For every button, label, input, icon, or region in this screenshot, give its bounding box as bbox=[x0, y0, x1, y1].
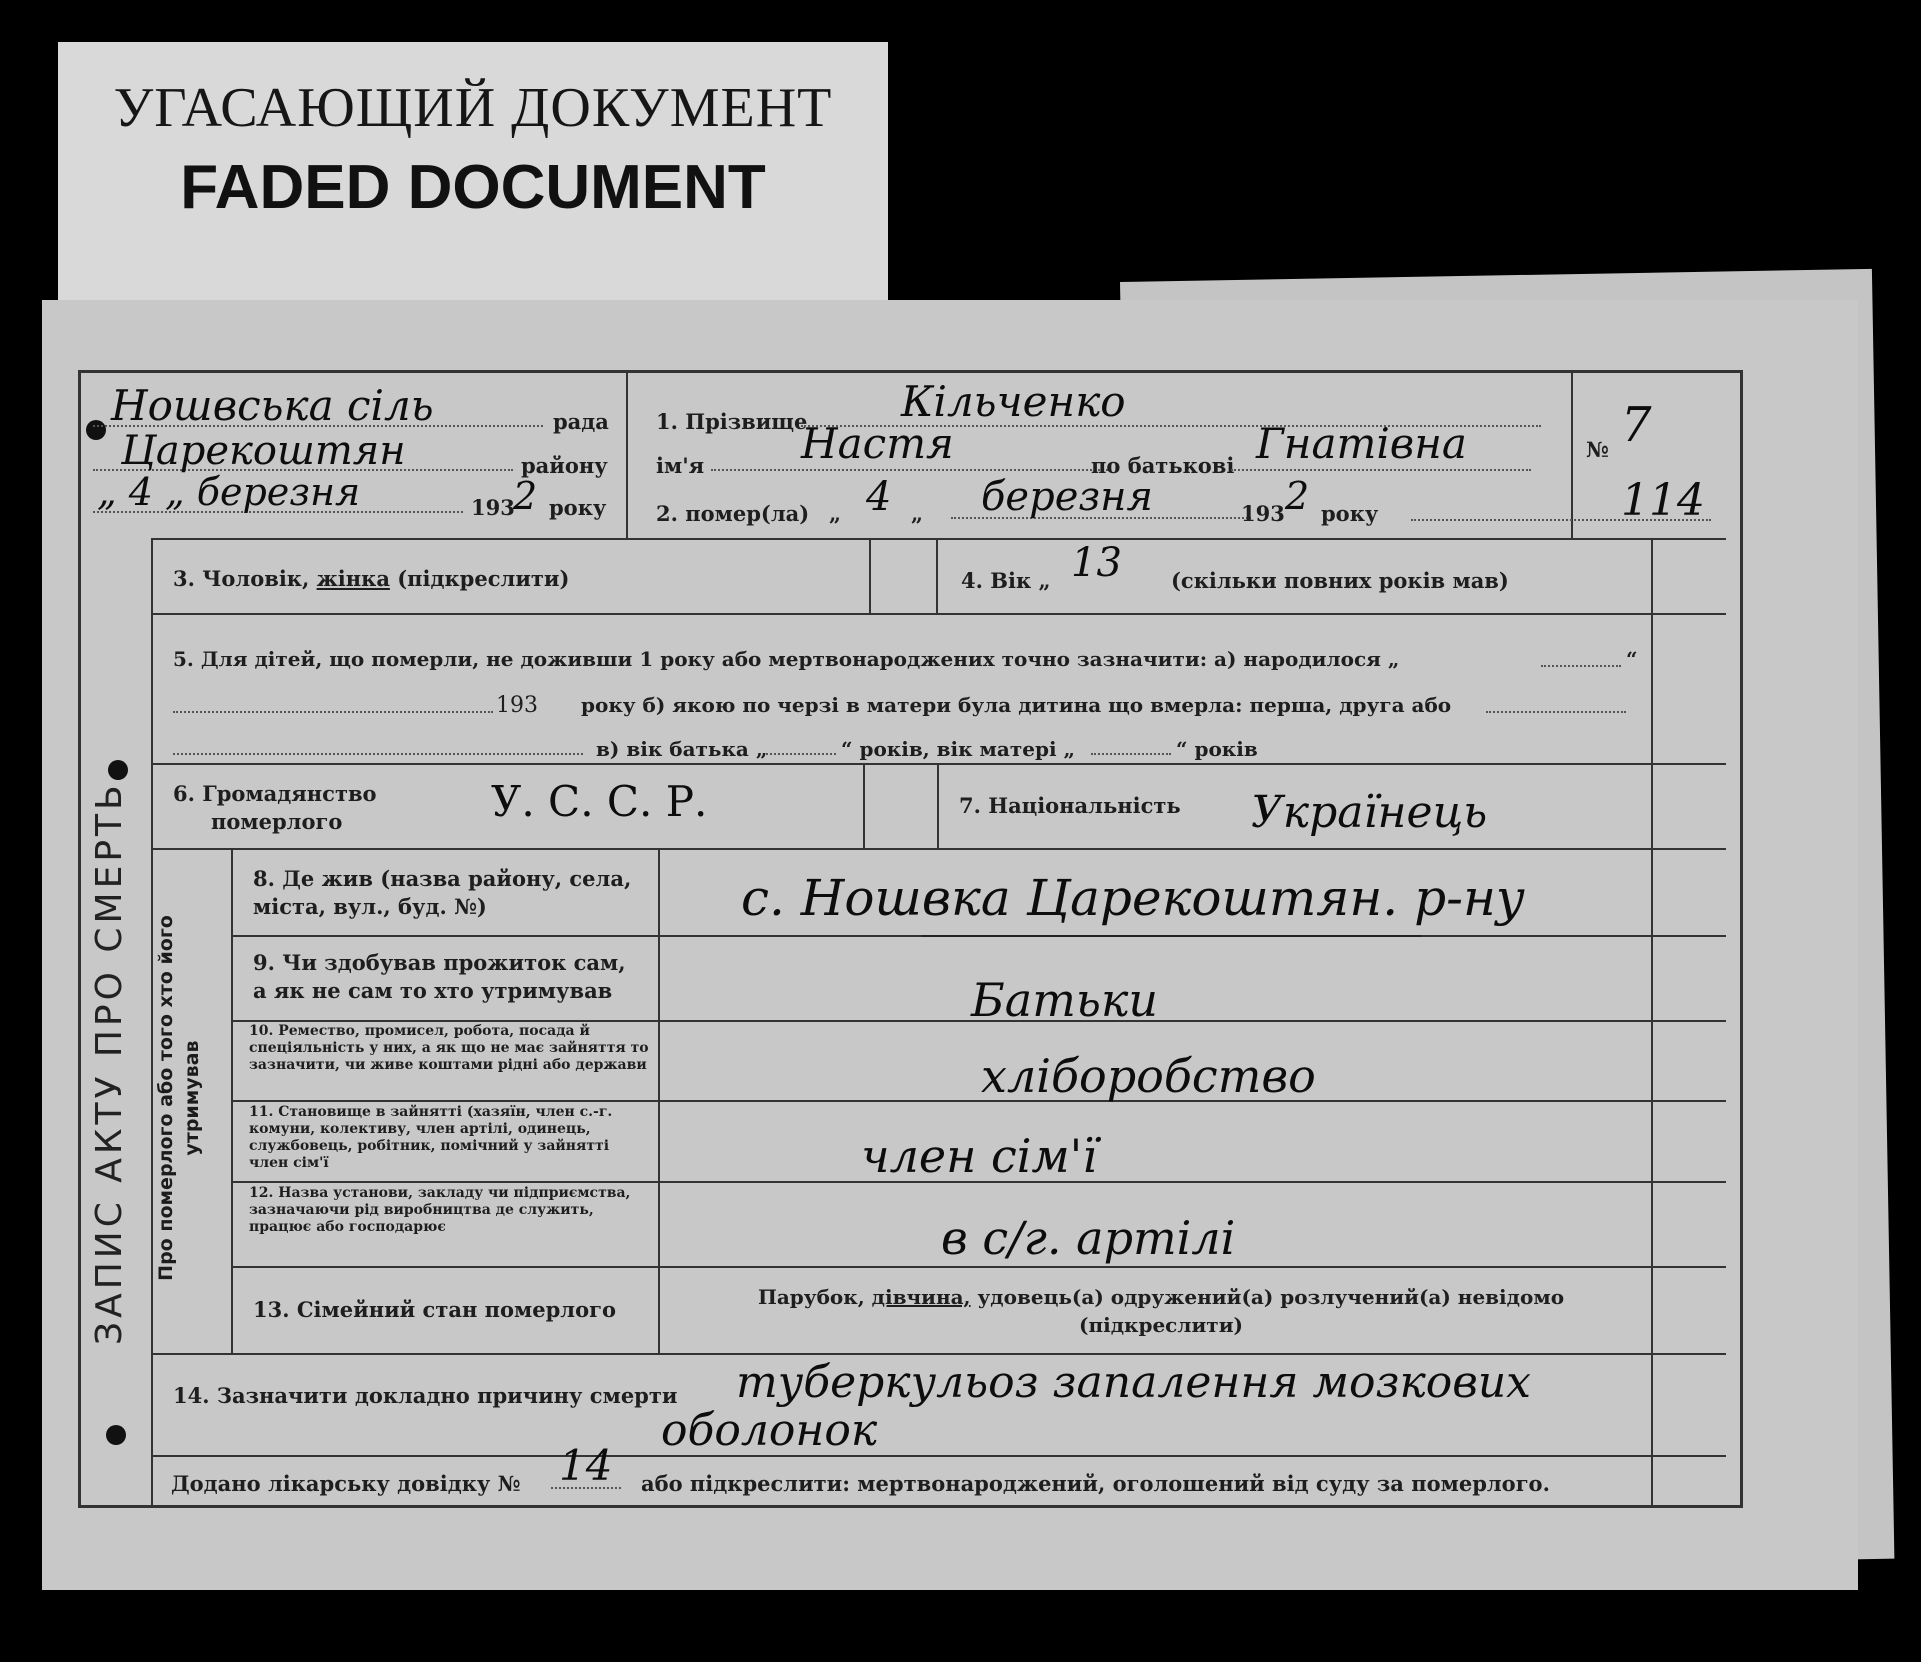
field-11-label: 11. Становище в зайнятті (хазяїн, член с.-г. комуни, колективу, член артілі, одинець, службовець, робітник, помічний у зайнятті член сім'ї bbox=[249, 1104, 613, 1171]
field-5-line-a: 5. Для дітей, що померли, не доживши 1 року або мертвонароджених точно зазначити: а) народилося „ bbox=[173, 647, 1400, 671]
death-record-form bbox=[78, 370, 1743, 1508]
field-3-female: жінка bbox=[316, 566, 390, 591]
handwritten-surname: Кільченко bbox=[901, 377, 1126, 426]
handwritten-district: Царекоштян bbox=[121, 428, 406, 474]
field-5-year: 193 bbox=[496, 693, 538, 718]
field-6-label-2: померлого bbox=[211, 809, 343, 834]
council-suffix: рада bbox=[553, 409, 609, 434]
handwritten-death-year-digit: 2 bbox=[1285, 474, 1310, 518]
death-year-word: року bbox=[1321, 501, 1379, 526]
record-title-vertical: ЗАПИС АКТУ ПРО СМЕРТЬ bbox=[89, 781, 130, 1345]
field-5-mother-age: “ років, вік матері „ bbox=[841, 737, 1076, 761]
field-13-label: 13. Сімейний стан померлого bbox=[253, 1297, 616, 1322]
death-month-quote: „ bbox=[911, 501, 924, 526]
field-13-options: Парубок, дівчина, удовець(а) одружений(а) розлучений(а) невідомо (підкреслити) bbox=[757, 1285, 1565, 1337]
handwritten-cause-line-1: туберкульоз запалення мозкових bbox=[736, 1357, 1531, 1408]
handwritten-certificate-number: 14 bbox=[559, 1441, 613, 1490]
handwritten-position: член сім'ї bbox=[861, 1129, 1098, 1183]
field-5-years: “ років bbox=[1176, 737, 1258, 761]
stamp-text-en: FADED DOCUMENT bbox=[180, 153, 766, 222]
surname-label: 1. Прізвище bbox=[656, 409, 808, 434]
field-14-label: 14. Зазначити докладно причину смерти bbox=[173, 1383, 678, 1408]
header-year-word: року bbox=[549, 495, 607, 520]
handwritten-age: 13 bbox=[1071, 540, 1122, 586]
handwritten-occupation: хліборобство bbox=[981, 1049, 1316, 1103]
handwritten-record-number: 7 bbox=[1621, 397, 1652, 453]
district-suffix: району bbox=[521, 453, 608, 478]
field-13-selected: дівчина, bbox=[871, 1285, 971, 1309]
field-9-label: 9. Чи здобував прожиток сам, а як не сам то хто утримував bbox=[253, 950, 626, 1003]
handwritten-year-digit: 2 bbox=[513, 474, 538, 518]
handwritten-institution: в с/г. артілі bbox=[941, 1211, 1236, 1265]
field-7-label: 7. Національність bbox=[959, 793, 1181, 818]
death-day-quote: „ bbox=[829, 501, 842, 526]
death-label: 2. помер(ла) bbox=[656, 501, 810, 526]
name-label: ім'я bbox=[656, 453, 705, 478]
handwritten-death-month: березня bbox=[981, 474, 1154, 520]
stamp-text-ru: УГАСАЮЩИЙ ДОКУМЕНТ bbox=[113, 77, 833, 139]
field-5-father-age: в) вік батька „ bbox=[596, 737, 768, 761]
handwritten-support: Батьки bbox=[971, 973, 1158, 1027]
group-label-vertical: Про померлого або того хто його утримував bbox=[155, 915, 203, 1281]
handwritten-residence: с. Ношвка Царекоштян. р-ну bbox=[741, 869, 1525, 927]
field-12-label: 12. Назва установи, закладу чи підприємства, зазначаючи рід виробництва де служить, працює або господарює bbox=[249, 1185, 631, 1235]
number-label: № bbox=[1586, 437, 1609, 462]
field-4-hint: (скільки повних років мав) bbox=[1171, 568, 1509, 593]
handwritten-cause-line-2: оболонок bbox=[661, 1405, 878, 1456]
faded-document-stamp bbox=[58, 42, 888, 304]
field-8-label: 8. Де жив (назва району, села, міста, вул., буд. №) bbox=[253, 866, 632, 919]
field-5-closing-quote: “ bbox=[1626, 647, 1638, 671]
field-6-label: 6. Громадянство bbox=[173, 781, 377, 806]
field-3-label: 3. Чоловік, жінка (підкреслити) bbox=[173, 566, 570, 591]
footer-instructions: або підкреслити: мертвонароджений, оголошений від суду за померлого. bbox=[641, 1471, 1550, 1496]
handwritten-name: Настя bbox=[801, 419, 954, 468]
handwritten-record-number-2: 114 bbox=[1621, 475, 1705, 526]
death-year-printed: 193 bbox=[1241, 501, 1285, 526]
handwritten-date: „ 4 „ березня bbox=[97, 470, 361, 514]
handwritten-patronymic: Гнатівна bbox=[1256, 419, 1467, 468]
patronymic-label: по батькові bbox=[1091, 453, 1235, 478]
field-4-label: 4. Вік „ bbox=[961, 568, 1051, 593]
field-10-label: 10. Ремество, промисел, робота, посада й спеціяльність у них, а як що не має зайняття то зазначити, чи живе коштами рідні або держави bbox=[249, 1023, 649, 1073]
footer-certificate-label: Додано лікарську довідку № bbox=[171, 1471, 521, 1496]
header-year-printed: 193 bbox=[471, 495, 515, 520]
handwritten-nationality: Українець bbox=[1251, 787, 1488, 838]
field-5-line-b: року б) якою по черзі в матери була дитина що вмерла: перша, друга або bbox=[581, 693, 1452, 717]
handwritten-council: Ношвська сіль bbox=[111, 381, 434, 430]
handwritten-death-day: 4 bbox=[866, 474, 892, 520]
handwritten-citizenship: У. С. С. Р. bbox=[491, 777, 708, 826]
